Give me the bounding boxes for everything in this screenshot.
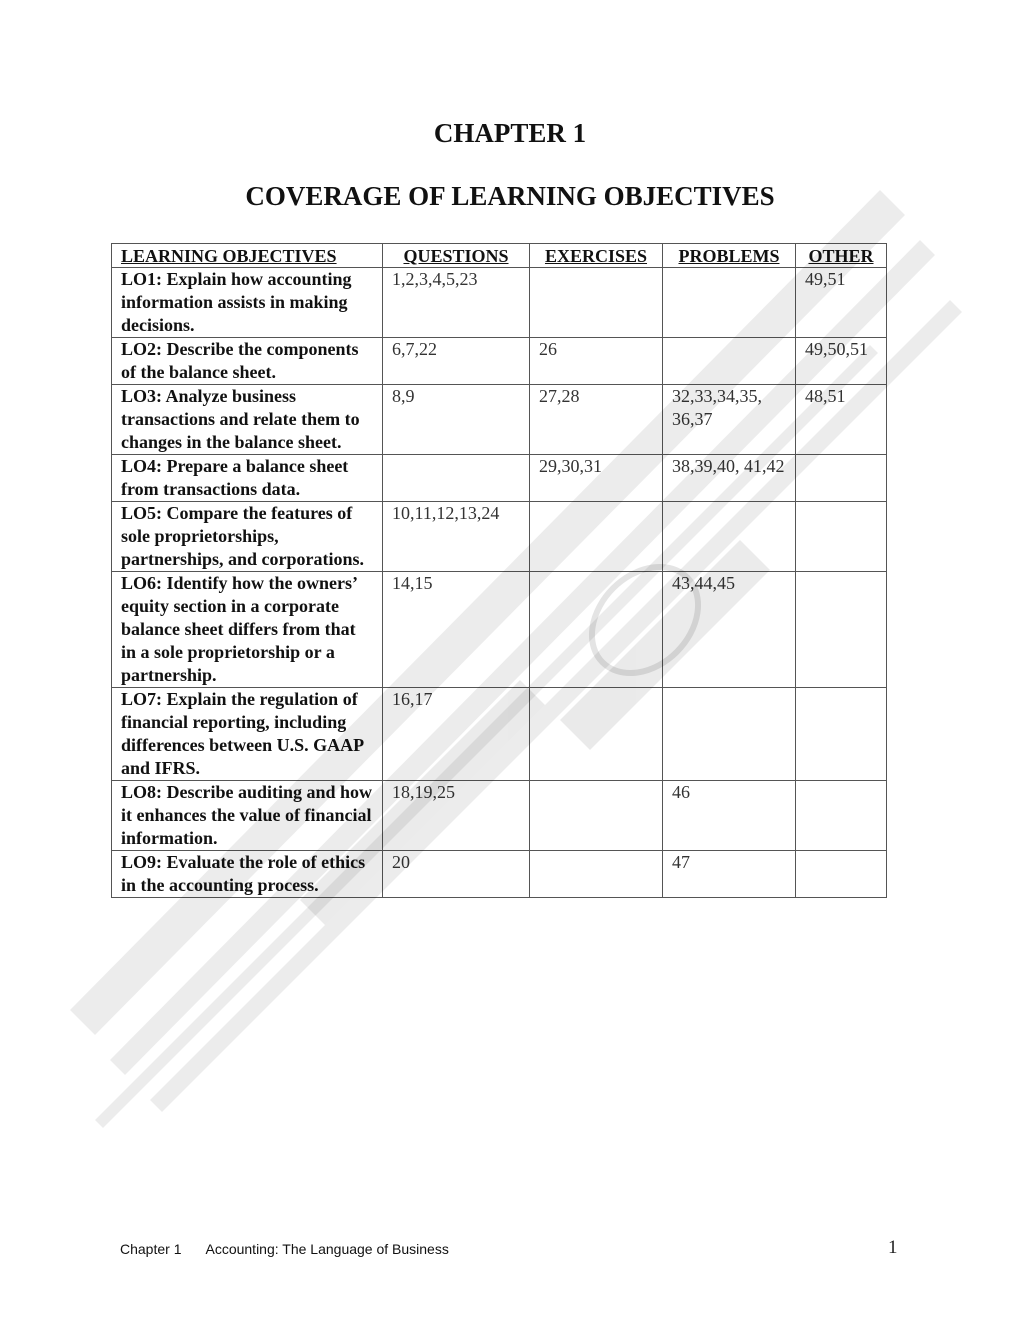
problems-cell: [663, 268, 796, 338]
questions-cell: 14,15: [383, 572, 530, 688]
other-cell: 49,51: [796, 268, 887, 338]
exercises-cell: [530, 781, 663, 851]
page-footer: [120, 1241, 449, 1257]
other-cell: [796, 455, 887, 502]
objective-cell: LO9: Evaluate the role of ethics in the accounting process.: [112, 851, 383, 898]
objective-cell: LO6: Identify how the owners’ equity section in a corporate balance sheet differs from that in a sole proprietorship or a partnership.: [112, 572, 383, 688]
chapter-title: CHAPTER 1: [433, 118, 587, 148]
problems-cell: [663, 338, 796, 385]
questions-cell: 8,9: [383, 385, 530, 455]
problems-cell: 43,44,45: [663, 572, 796, 688]
exercises-cell: [530, 572, 663, 688]
table-row: [112, 502, 887, 572]
table-header-row: [112, 244, 887, 268]
objective-cell: LO1: Explain how accounting information assists in making decisions.: [112, 268, 383, 338]
problems-cell: 32,33,34,35, 36,37: [663, 385, 796, 455]
problems-cell: [663, 688, 796, 781]
table-row: [112, 572, 887, 688]
objective-cell: LO7: Explain the regulation of financial reporting, including differences between U.S. GAAP and IFRS.: [112, 688, 383, 781]
header-problems: PROBLEMS: [663, 244, 796, 268]
coverage-title: COVERAGE OF LEARNING OBJECTIVES: [245, 181, 775, 211]
questions-cell: 16,17: [383, 688, 530, 781]
header-learning-objectives: LEARNING OBJECTIVES: [112, 244, 383, 268]
other-cell: 48,51: [796, 385, 887, 455]
exercises-cell: [530, 502, 663, 572]
objective-cell: LO5: Compare the features of sole proprietorships, partnerships, and corporations.: [112, 502, 383, 572]
other-cell: 49,50,51: [796, 338, 887, 385]
objective-cell: LO4: Prepare a balance sheet from transactions data.: [112, 455, 383, 502]
page-number: 1: [888, 1237, 898, 1258]
objective-cell: LO8: Describe auditing and how it enhances the value of financial information.: [112, 781, 383, 851]
other-cell: [796, 572, 887, 688]
header-exercises: EXERCISES: [530, 244, 663, 268]
table-row: [112, 688, 887, 781]
footer-chapter: Chapter 1: [120, 1241, 182, 1257]
objective-cell: LO3: Analyze business transactions and relate them to changes in the balance sheet.: [112, 385, 383, 455]
questions-cell: [383, 455, 530, 502]
questions-cell: 18,19,25: [383, 781, 530, 851]
table-row: [112, 385, 887, 455]
questions-cell: 20: [383, 851, 530, 898]
questions-cell: 6,7,22: [383, 338, 530, 385]
table-row: [112, 455, 887, 502]
header-questions: QUESTIONS: [383, 244, 530, 268]
table-row: [112, 338, 887, 385]
problems-cell: [663, 502, 796, 572]
footer-title: Accounting: The Language of Business: [205, 1241, 449, 1257]
exercises-cell: 29,30,31: [530, 455, 663, 502]
exercises-cell: 26: [530, 338, 663, 385]
questions-cell: 1,2,3,4,5,23: [383, 268, 530, 338]
problems-cell: 47: [663, 851, 796, 898]
other-cell: [796, 688, 887, 781]
problems-cell: 38,39,40, 41,42: [663, 455, 796, 502]
exercises-cell: [530, 851, 663, 898]
exercises-cell: 27,28: [530, 385, 663, 455]
exercises-cell: [530, 268, 663, 338]
other-cell: [796, 781, 887, 851]
table-row: [112, 268, 887, 338]
table-row: [112, 781, 887, 851]
problems-cell: 46: [663, 781, 796, 851]
objective-cell: LO2: Describe the components of the balance sheet.: [112, 338, 383, 385]
other-cell: [796, 502, 887, 572]
other-cell: [796, 851, 887, 898]
exercises-cell: [530, 688, 663, 781]
header-other: OTHER: [796, 244, 887, 268]
table-row: [112, 851, 887, 898]
questions-cell: 10,11,12,13,24: [383, 502, 530, 572]
learning-objectives-table: [111, 243, 887, 898]
